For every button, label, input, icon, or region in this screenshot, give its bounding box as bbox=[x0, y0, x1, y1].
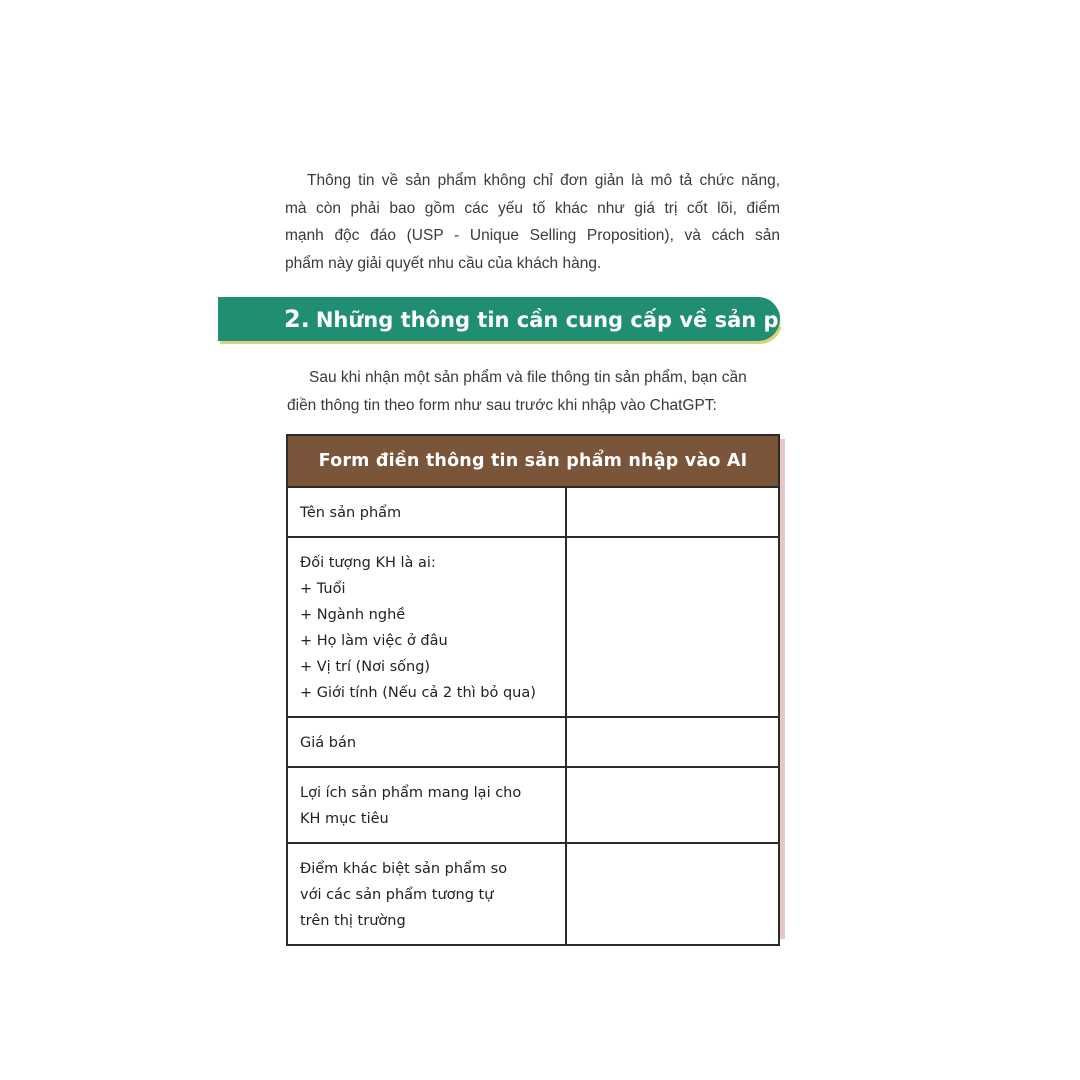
label-line: + Vị trí (Nơi sống) bbox=[300, 659, 431, 675]
label-line: + Giới tính (Nếu cả 2 thì bỏ qua) bbox=[300, 685, 536, 701]
label-line: KH mục tiêu bbox=[300, 811, 389, 827]
instruction-paragraph bbox=[287, 364, 780, 419]
row-value-differentiation[interactable] bbox=[566, 843, 779, 945]
label-line: + Ngành nghề bbox=[300, 607, 406, 623]
intro-line: phẩm này giải quyết nhu cầu của khách hàng. bbox=[285, 254, 602, 272]
table-row bbox=[287, 487, 779, 537]
table-row bbox=[287, 717, 779, 767]
intro-paragraph bbox=[285, 167, 780, 277]
row-label-benefits bbox=[287, 767, 566, 843]
label-line: Điểm khác biệt sản phẩm so bbox=[300, 861, 508, 877]
table-row bbox=[287, 767, 779, 843]
label-line: trên thị trường bbox=[300, 913, 406, 929]
row-label-price bbox=[287, 717, 566, 767]
label-line: + Tuổi bbox=[300, 581, 346, 597]
row-value-benefits[interactable] bbox=[566, 767, 779, 843]
section-title: Những thông tin cần cung cấp về sản phẩm bbox=[315, 308, 830, 332]
form-table bbox=[286, 434, 780, 946]
instruction-line: Sau khi nhận một sản phẩm và file thông tin sản phẩm, bạn cần bbox=[309, 369, 747, 386]
intro-line: mạnh độc đáo (USP - Unique Selling Proposition), và cách sản bbox=[285, 227, 780, 244]
row-label-target-customer bbox=[287, 537, 566, 717]
section-heading bbox=[284, 297, 830, 341]
product-info-form bbox=[286, 434, 780, 934]
label-line: với các sản phẩm tương tự bbox=[300, 887, 494, 903]
row-label-product-name bbox=[287, 487, 566, 537]
label-line: Lợi ích sản phẩm mang lại cho bbox=[300, 785, 522, 801]
table-row bbox=[287, 537, 779, 717]
intro-line: Thông tin về sản phẩm không chỉ đơn giản là mô tả chức năng, bbox=[307, 172, 780, 189]
label-line: Đối tượng KH là ai: bbox=[300, 555, 436, 571]
row-label-differentiation bbox=[287, 843, 566, 945]
label-line: Tên sản phẩm bbox=[300, 505, 402, 521]
instruction-line: điền thông tin theo form như sau trước khi nhập vào ChatGPT: bbox=[287, 396, 717, 414]
form-table-header: Form điền thông tin sản phẩm nhập vào AI bbox=[287, 435, 779, 487]
row-value-price[interactable] bbox=[566, 717, 779, 767]
section-heading-banner bbox=[218, 297, 830, 341]
table-row bbox=[287, 843, 779, 945]
row-value-product-name[interactable] bbox=[566, 487, 779, 537]
label-line: Giá bán bbox=[300, 735, 357, 751]
label-line: + Họ làm việc ở đâu bbox=[300, 633, 448, 649]
row-value-target-customer[interactable] bbox=[566, 537, 779, 717]
section-number: 2. bbox=[284, 305, 310, 333]
intro-line: mà còn phải bao gồm các yếu tố khác như giá trị cốt lõi, điểm bbox=[285, 199, 780, 217]
